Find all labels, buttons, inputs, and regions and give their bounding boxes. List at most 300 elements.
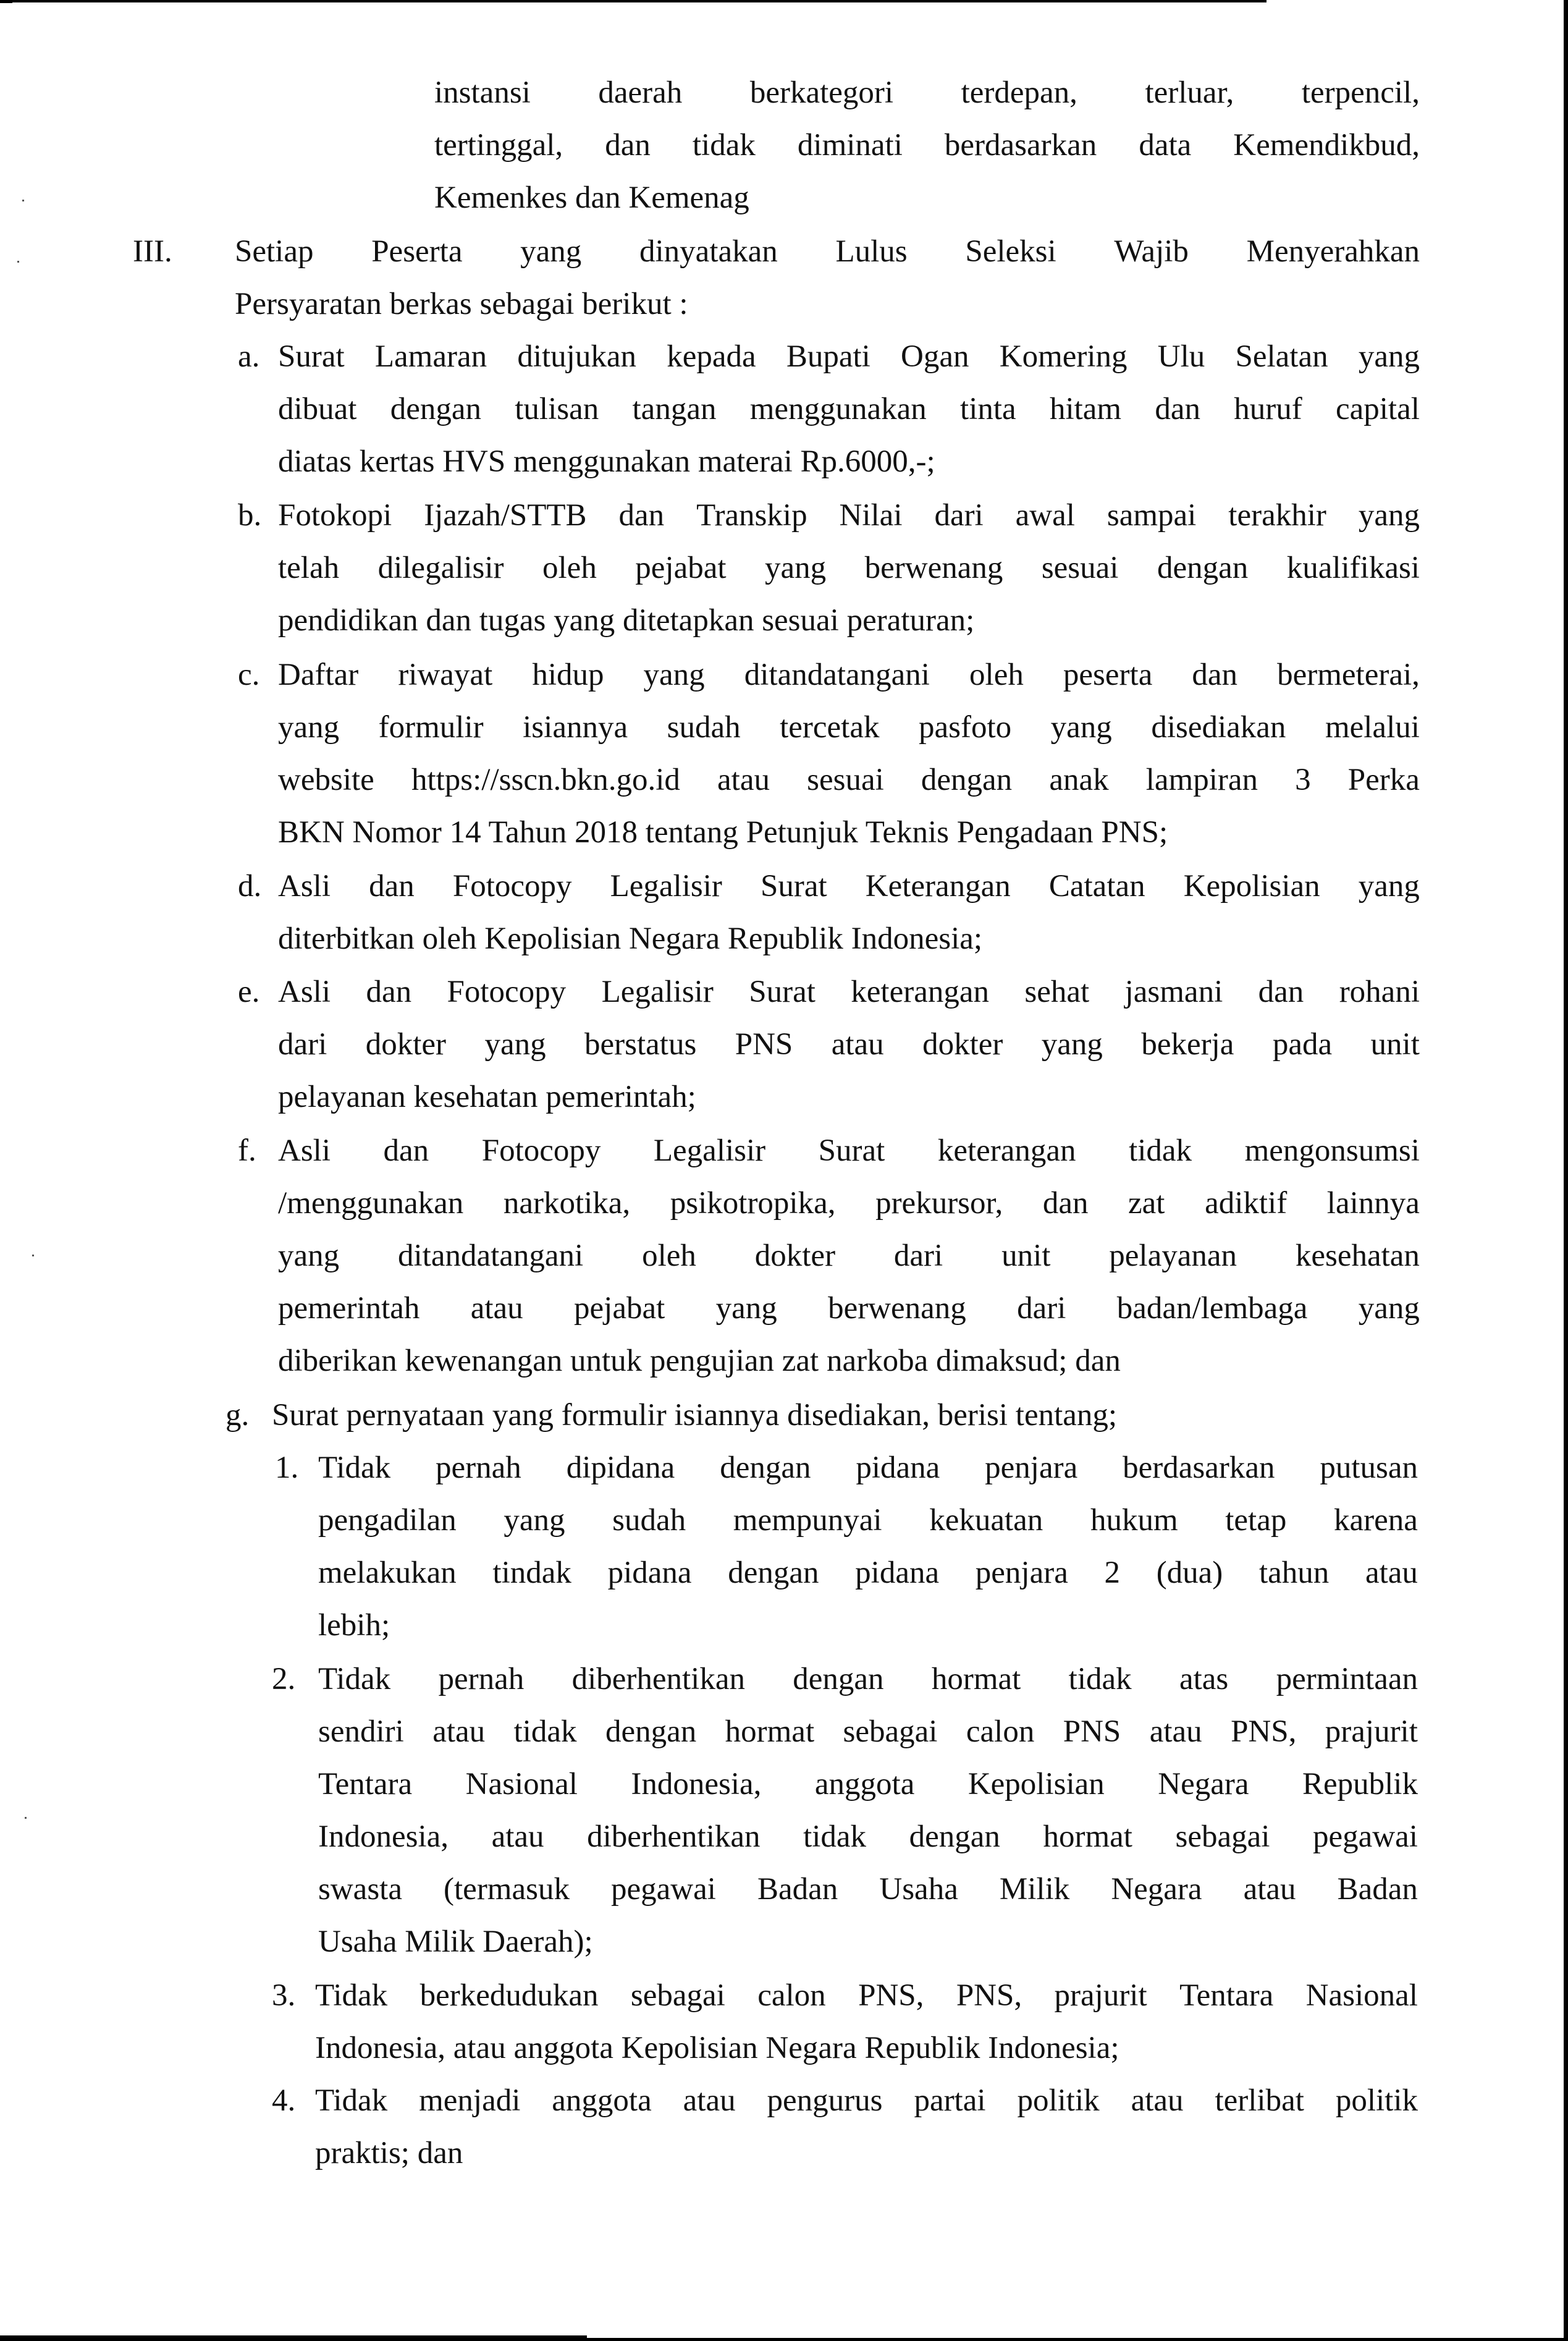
word: dipidana	[566, 1450, 675, 1485]
word: tangan	[632, 392, 717, 426]
word: pada	[1272, 1027, 1333, 1062]
word: dengan	[728, 1556, 819, 1590]
word: tindak	[492, 1556, 571, 1590]
word: sesuai	[1041, 551, 1119, 585]
word: Indonesia,	[631, 1767, 762, 1801]
word: pernah	[436, 1450, 521, 1485]
word: Milik	[999, 1872, 1070, 1907]
word: berstatus	[584, 1027, 697, 1062]
word: Negara	[1158, 1767, 1249, 1801]
text-line	[318, 1706, 1418, 1758]
list-item-c	[278, 649, 1420, 859]
word: yang	[1358, 869, 1420, 904]
word: 3	[1295, 763, 1311, 797]
word: yang	[1358, 339, 1420, 374]
word: lainnya	[1326, 1186, 1420, 1221]
word: karena	[1334, 1503, 1418, 1538]
text-line: Persyaratan berkas sebagai berikut :	[235, 287, 688, 321]
word: Asli	[278, 975, 331, 1009]
item-marker-f: f.	[238, 1133, 256, 1168]
word: hukum	[1090, 1503, 1178, 1538]
word: unit	[1370, 1027, 1420, 1062]
text-line	[318, 1442, 1418, 1494]
word: dilegalisir	[377, 551, 504, 585]
word: atau	[831, 1027, 884, 1062]
word: sehat	[1024, 975, 1090, 1009]
word: diberhentikan	[587, 1819, 761, 1854]
word: tidak	[513, 1714, 577, 1749]
text-line: diterbitkan oleh Kepolisian Negara Republik Indonesia;	[278, 921, 983, 956]
word: berwenang	[864, 551, 1003, 585]
word: dan	[1258, 975, 1304, 1009]
word: PNS,	[858, 1978, 924, 2013]
word: terluar,	[1145, 75, 1234, 110]
section-iii-intro	[235, 226, 1420, 331]
word: sudah	[667, 710, 741, 745]
word: yang	[1358, 1291, 1420, 1326]
word: Setiap	[235, 234, 314, 269]
word: pernah	[438, 1662, 525, 1696]
word: berkedudukan	[419, 1978, 599, 2013]
word: hormat	[1043, 1819, 1132, 1854]
word: melalui	[1325, 710, 1420, 745]
word: sudah	[612, 1503, 686, 1538]
text-line	[278, 701, 1420, 754]
word: pejabat	[574, 1291, 665, 1326]
text-line	[278, 860, 1420, 913]
word: anggota	[552, 2083, 652, 2118]
word: Ulu	[1157, 339, 1205, 374]
word: oleh	[542, 551, 597, 585]
text-line: diatas kertas HVS menggunakan materai Rp.6000,-;	[278, 444, 935, 479]
word: berwenang	[828, 1291, 966, 1326]
word: yang	[278, 710, 340, 745]
word: dan	[369, 869, 415, 904]
word: data	[1139, 128, 1192, 163]
word: Surat	[818, 1133, 885, 1168]
word: lampiran	[1145, 763, 1258, 797]
word: Lulus	[835, 234, 908, 269]
word: Komering	[999, 339, 1128, 374]
word: website	[278, 763, 374, 797]
word: dengan	[720, 1450, 811, 1485]
word: yang	[484, 1027, 546, 1062]
word: bermeterai,	[1277, 658, 1420, 692]
word: dan	[366, 975, 412, 1009]
word: Seleksi	[965, 234, 1056, 269]
word: tertinggal,	[434, 128, 563, 163]
item-marker-a: a.	[238, 339, 260, 374]
word: terpencil,	[1301, 75, 1420, 110]
text-line: pendidikan dan tugas yang ditetapkan sesuai peraturan;	[278, 603, 975, 638]
word: dengan	[390, 392, 482, 426]
text-line	[318, 1758, 1418, 1811]
text-line: diberikan kewenangan untuk pengujian zat narkoba dimaksud; dan	[278, 1344, 1121, 1378]
word: dengan	[909, 1819, 1000, 1854]
word: tulisan	[515, 392, 599, 426]
word: calon	[966, 1714, 1035, 1749]
text-line: lebih;	[318, 1608, 390, 1643]
word: /menggunakan	[278, 1186, 464, 1221]
word: atau	[1365, 1556, 1418, 1590]
word: pejabat	[635, 551, 727, 585]
text-line	[278, 1125, 1420, 1177]
word: yang	[1358, 498, 1420, 533]
word: Nasional	[1305, 1978, 1418, 2013]
word: Tidak	[318, 1662, 391, 1696]
word: https://sscn.bkn.go.id	[411, 763, 680, 797]
list-item-a	[278, 331, 1420, 488]
word: Kepolisian	[967, 1767, 1105, 1801]
text-line	[278, 331, 1420, 383]
word: diberhentikan	[571, 1662, 745, 1696]
list-item-f	[278, 1125, 1420, 1387]
text-line: pelayanan kesehatan pemerintah;	[278, 1080, 696, 1114]
word: dari	[278, 1027, 327, 1062]
text-line: Kemenkes dan Kemenag	[434, 180, 749, 215]
word: PNS,	[956, 1978, 1022, 2013]
word: yang	[504, 1503, 565, 1538]
word: unit	[1001, 1238, 1051, 1273]
word: hidup	[532, 658, 604, 692]
list-item-b	[278, 489, 1420, 647]
word: peserta	[1063, 658, 1153, 692]
word: Fotokopi	[278, 498, 392, 533]
word: permintaan	[1276, 1662, 1418, 1696]
word: hormat	[725, 1714, 815, 1749]
continuation-paragraph	[434, 67, 1420, 224]
word: terlibat	[1215, 2083, 1304, 2118]
word: Tidak	[315, 2083, 388, 2118]
text-line	[434, 67, 1420, 119]
word: Legalisir	[601, 975, 714, 1009]
word: dibuat	[278, 392, 357, 426]
word: Transkip	[696, 498, 807, 533]
word: psikotropika,	[670, 1186, 836, 1221]
word: sampai	[1106, 498, 1197, 533]
word: Surat	[278, 339, 345, 374]
word: Fotocopy	[452, 869, 572, 904]
word: pelayanan	[1109, 1238, 1237, 1273]
word: Ijazah/STTB	[424, 498, 587, 533]
word: politik	[1335, 2083, 1418, 2118]
word: dan	[1155, 392, 1200, 426]
word: oleh	[642, 1238, 696, 1273]
word: Menyerahkan	[1246, 234, 1420, 269]
word: atau	[717, 763, 770, 797]
word: capital	[1335, 392, 1420, 426]
word: berkategori	[749, 75, 894, 110]
word: kesehatan	[1295, 1238, 1420, 1273]
word: yang	[520, 234, 582, 269]
word: kekuatan	[929, 1503, 1043, 1538]
item-marker-e: e.	[238, 975, 260, 1009]
word: Daftar	[278, 658, 359, 692]
text-line	[278, 649, 1420, 701]
word: tinta	[960, 392, 1016, 426]
word: jasmani	[1124, 975, 1223, 1009]
word: dokter	[754, 1238, 836, 1273]
word: adiktif	[1205, 1186, 1288, 1221]
word: mempunyai	[733, 1503, 882, 1538]
word: dengan	[605, 1714, 697, 1749]
word: anggota	[814, 1767, 915, 1801]
word: keterangan	[937, 1133, 1076, 1168]
word: formulir	[378, 710, 484, 745]
word: menggunakan	[749, 392, 927, 426]
word: putusan	[1320, 1450, 1418, 1485]
word: dokter	[365, 1027, 447, 1062]
word: dan	[618, 498, 665, 533]
word: prekursor,	[875, 1186, 1003, 1221]
word: Keterangan	[865, 869, 1011, 904]
word: tidak	[803, 1819, 867, 1854]
word: (dua)	[1156, 1556, 1223, 1590]
item-marker-d: d.	[238, 869, 262, 904]
word: Tentara	[318, 1767, 413, 1801]
word: tidak	[692, 128, 756, 163]
word: Bupati	[786, 339, 870, 374]
word: ditujukan	[517, 339, 636, 374]
word: menjadi	[419, 2083, 521, 2118]
word: Tidak	[318, 1450, 391, 1485]
word: atau	[1149, 1714, 1202, 1749]
word: disediakan	[1151, 710, 1286, 745]
word: dan	[1192, 658, 1238, 692]
text-line	[318, 1863, 1418, 1916]
text-line: Usaha Milik Daerah);	[318, 1924, 593, 1959]
subitem-marker-4: 4.	[272, 2083, 296, 2118]
word: Republik	[1302, 1767, 1418, 1801]
word: hitam	[1049, 392, 1122, 426]
word: Badan	[757, 1872, 838, 1907]
word: sesuai	[807, 763, 884, 797]
word: dengan	[1157, 551, 1249, 585]
subitem-3	[315, 1970, 1418, 2075]
word: sebagai	[1175, 1819, 1270, 1854]
word: Badan	[1337, 1872, 1418, 1907]
text-line	[434, 119, 1420, 172]
word: 2	[1104, 1556, 1121, 1590]
word: dengan	[921, 763, 1013, 797]
word: pasfoto	[919, 710, 1012, 745]
word: Negara	[1111, 1872, 1202, 1907]
word: atau	[1131, 2083, 1184, 2118]
word: Legalisir	[653, 1133, 766, 1168]
word: PNS	[1063, 1714, 1121, 1749]
word: Kemendikbud,	[1233, 128, 1420, 163]
word: berdasarkan	[1123, 1450, 1275, 1485]
section-numeral: III.	[133, 234, 172, 269]
subitem-4	[315, 2075, 1418, 2180]
word: sebagai	[843, 1714, 938, 1749]
word: atau	[1243, 1872, 1296, 1907]
word: prajurit	[1054, 1978, 1147, 2013]
word: yang	[643, 658, 705, 692]
word: dan	[605, 128, 651, 163]
word: atas	[1179, 1662, 1229, 1696]
word: zat	[1128, 1186, 1165, 1221]
list-item-e	[278, 966, 1420, 1124]
word: daerah	[598, 75, 683, 110]
word: Indonesia,	[318, 1819, 449, 1854]
word: (termasuk	[444, 1872, 570, 1907]
word: politik	[1017, 2083, 1100, 2118]
word: instansi	[434, 75, 531, 110]
word: pemerintah	[278, 1291, 420, 1326]
word: pidana	[607, 1556, 692, 1590]
word: atau	[470, 1291, 523, 1326]
word: sebagai	[630, 1978, 725, 2013]
word: isiannya	[523, 710, 628, 745]
word: pegawai	[611, 1872, 716, 1907]
text-line	[278, 383, 1420, 436]
word: atau	[491, 1819, 544, 1854]
word: pegawai	[1313, 1819, 1418, 1854]
word: dari	[893, 1238, 943, 1273]
word: Wajib	[1114, 234, 1189, 269]
word: Perka	[1347, 763, 1420, 797]
word: yang	[765, 551, 827, 585]
text-line	[318, 1494, 1418, 1547]
word: huruf	[1234, 392, 1302, 426]
word: tidak	[1068, 1662, 1132, 1696]
word: tetap	[1225, 1503, 1287, 1538]
word: dinyatakan	[639, 234, 778, 269]
text-line	[278, 1230, 1420, 1282]
word: rohani	[1339, 975, 1420, 1009]
subitem-marker-3: 3.	[272, 1978, 296, 2013]
word: Selatan	[1235, 339, 1328, 374]
word: dan	[1042, 1186, 1089, 1221]
text-line: praktis; dan	[315, 2136, 463, 2170]
word: terdepan,	[961, 75, 1077, 110]
word: yang	[1050, 710, 1112, 745]
text-line	[235, 226, 1420, 278]
word: calon	[757, 1978, 826, 2013]
word: sendiri	[318, 1714, 404, 1749]
word: hormat	[931, 1662, 1021, 1696]
subitem-2	[318, 1653, 1418, 1968]
word: Nasional	[465, 1767, 578, 1801]
word: Lamaran	[374, 339, 487, 374]
item-marker-g: g.	[226, 1398, 250, 1433]
word: terakhir	[1228, 498, 1326, 533]
text-line	[315, 1970, 1418, 2022]
word: pidana	[856, 1450, 940, 1485]
text-line	[318, 1811, 1418, 1863]
subitem-marker-2: 2.	[272, 1662, 296, 1696]
text-line	[278, 1282, 1420, 1335]
word: Surat	[760, 869, 827, 904]
item-marker-c: c.	[238, 658, 260, 692]
word: atau	[432, 1714, 486, 1749]
word: ditandatangani	[398, 1238, 584, 1273]
word: Usaha	[879, 1872, 958, 1907]
list-item-d	[278, 860, 1420, 965]
word: badan/lembaga	[1116, 1291, 1308, 1326]
text-line	[318, 1653, 1418, 1706]
word: diminati	[797, 128, 903, 163]
word: dari	[934, 498, 984, 533]
word: Ogan	[901, 339, 969, 374]
word: Catatan	[1048, 869, 1145, 904]
text-line: Indonesia, atau anggota Kepolisian Negara Republik Indonesia;	[315, 2031, 1119, 2065]
word: tercetak	[780, 710, 880, 745]
word: Asli	[278, 869, 331, 904]
word: pengurus	[767, 2083, 883, 2118]
word: yang	[715, 1291, 777, 1326]
word: mengonsumsi	[1244, 1133, 1420, 1168]
word: tidak	[1129, 1133, 1192, 1168]
word: pengadilan	[318, 1503, 457, 1538]
word: Tentara	[1179, 1978, 1274, 2013]
text-line	[315, 2075, 1418, 2127]
word: penjara	[985, 1450, 1078, 1485]
text-line	[318, 1547, 1418, 1599]
word: partai	[914, 2083, 986, 2118]
text-line	[278, 754, 1420, 806]
word: narkotika,	[503, 1186, 631, 1221]
word: Asli	[278, 1133, 331, 1168]
word: telah	[278, 551, 340, 585]
word: kualifikasi	[1286, 551, 1420, 585]
text-line	[278, 489, 1420, 542]
word: keterangan	[851, 975, 989, 1009]
word: awal	[1015, 498, 1075, 533]
word: Surat	[749, 975, 816, 1009]
word: dokter	[922, 1027, 1003, 1062]
word: melakukan	[318, 1556, 457, 1590]
word: Legalisir	[610, 869, 722, 904]
word: tahun	[1258, 1556, 1330, 1590]
word: penjara	[975, 1556, 1068, 1590]
item-marker-b: b.	[238, 498, 262, 533]
word: ditandatangani	[744, 658, 930, 692]
word: pidana	[855, 1556, 940, 1590]
text-line	[278, 1018, 1420, 1071]
word: Nilai	[839, 498, 903, 533]
word: riwayat	[398, 658, 493, 692]
subitem-marker-1: 1.	[275, 1450, 299, 1485]
word: dan	[383, 1133, 429, 1168]
word: berdasarkan	[944, 128, 1097, 163]
word: swasta	[318, 1872, 402, 1907]
word: atau	[683, 2083, 736, 2118]
word: yang	[1041, 1027, 1103, 1062]
word: yang	[278, 1238, 340, 1273]
text-line	[278, 1177, 1420, 1230]
word: Fotocopy	[481, 1133, 601, 1168]
list-item-g	[272, 1389, 1420, 1442]
word: dengan	[793, 1662, 884, 1696]
word: Kepolisian	[1183, 869, 1320, 904]
word: Peserta	[371, 234, 463, 269]
word: PNS	[735, 1027, 793, 1062]
text-line: BKN Nomor 14 Tahun 2018 tentang Petunjuk Teknis Pengadaan PNS;	[278, 815, 1168, 850]
text-line: Surat pernyataan yang formulir isiannya disediakan, berisi tentang;	[272, 1398, 1118, 1433]
word: Fotocopy	[447, 975, 567, 1009]
text-line	[278, 542, 1420, 595]
word: oleh	[969, 658, 1024, 692]
word: PNS,	[1231, 1714, 1297, 1749]
word: prajurit	[1325, 1714, 1418, 1749]
word: bekerja	[1141, 1027, 1234, 1062]
subitem-1	[318, 1442, 1418, 1652]
text-line	[278, 966, 1420, 1018]
word: kepada	[667, 339, 756, 374]
word: anak	[1049, 763, 1109, 797]
